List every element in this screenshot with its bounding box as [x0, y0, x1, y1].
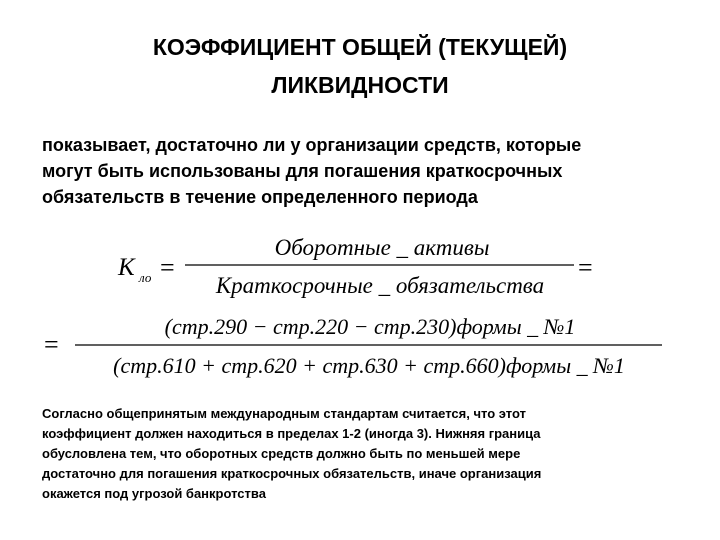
- footer-paragraph: [42, 404, 702, 504]
- formula-symbol: К: [118, 254, 135, 281]
- intro-line: могут быть использованы для погашения краткосрочных: [42, 161, 563, 181]
- formula-equals-1: =: [160, 253, 175, 282]
- footer-line: окажется под угрозой банкротства: [42, 486, 266, 501]
- footer-line: достаточно для погашения краткосрочных обязательств, иначе организация: [42, 466, 542, 481]
- footer-line: Согласно общепринятым международным стандартам считается, что этот: [42, 406, 526, 421]
- intro-line: обязательств в течение определенного периода: [42, 187, 478, 207]
- formula-subscript: ло: [139, 270, 152, 285]
- footer-line: обусловлена тем, что оборотных средств должно быть по меньшей мере: [42, 446, 521, 461]
- title-line-2: ЛИКВИДНОСТИ: [271, 72, 449, 98]
- formula-denominator-2: (стр.610 + стр.620 + стр.630 + стр.660)формы _ №1: [113, 353, 625, 378]
- footer-line: коэффициент должен находиться в пределах 1-2 (иногда 3). Нижняя граница: [42, 426, 541, 441]
- formula-numerator-2: (стр.290 − стр.220 − стр.230)формы _ №1: [164, 314, 576, 339]
- formula-denominator-1: Краткосрочные _ обязательства: [215, 273, 545, 298]
- formula-numerator-1: Оборотные _ активы: [274, 235, 490, 260]
- formula-equals-3: =: [44, 330, 59, 359]
- intro-line: показывает, достаточно ли у организации средств, которые: [42, 135, 582, 155]
- formula-equals-2: =: [578, 253, 593, 282]
- title-line-1: КОЭФФИЦИЕНТ ОБЩЕЙ (ТЕКУЩЕЙ): [152, 34, 568, 60]
